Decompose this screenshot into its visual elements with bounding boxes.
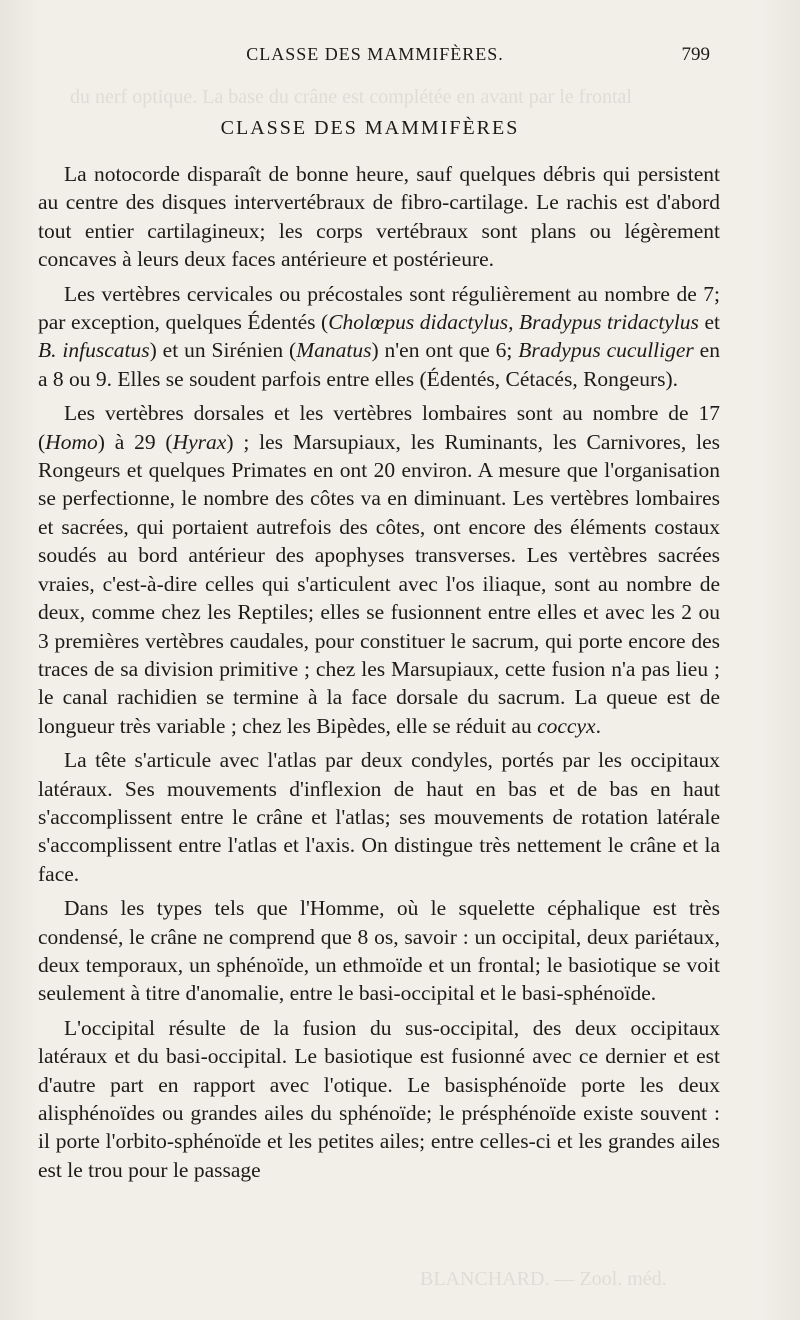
paragraph-2: Les vertèbres cervicales ou précostales sont régulièrement au nombre de 7; par exception, quelques Édentés (Cholœpus didactylus, Bradypus tridactylus et B. infuscatus) et un Sirénien (Manatus) n'en ont que 6; Bradypus cuculliger en a 8 ou 9. Elles se soudent parfois entre elles (Édentés, Cétacés, Rongeurs). [38, 281, 720, 391]
show-through-text: BLANCHARD. — Zool. méd. [420, 1268, 667, 1290]
paragraph-6: L'occipital résulte de la fusion du sus-occipital, des deux occipitaux latéraux et du basi-occipital. Le basiotique est fusionné avec ce dernier et est d'autre part en rapport avec l'otique. Le basisphénoïde porte les deux alisphénoïdes ou grandes ailes du sphénoïde; le présphénoïde existe souvent : il porte l'orbito-sphénoïde et les petites ailes; entre celles-ci et les grandes ailes est le trou pour le passage [38, 1015, 720, 1182]
section-title: CLASSE DES MAMMIFÈRES [220, 117, 520, 139]
paragraph-4: La tête s'articule avec l'atlas par deux condyles, portés par les occipitaux latéraux. Ses mouvements d'inflexion de haut en bas et de bas en haut s'accomplissent entre le crâne et l'atlas; ses mouvements de rotation latérale s'accomplissent entre l'atlas et l'axis. On distingue très nettement le crâne et la face. [38, 748, 720, 886]
running-title: CLASSE DES MAMMIFÈRES. [246, 44, 504, 64]
show-through-text: du nerf optique. La base du crâne est complétée en avant par le frontal [70, 86, 632, 108]
running-head [40, 44, 710, 74]
paragraph-5: Dans les types tels que l'Homme, où le squelette céphalique est très condensé, le crâne ne comprend que 8 os, savoir : un occipital, deux pariétaux, deux temporaux, un sphénoïde, un ethmoïde et un frontal; le basiotique se voit seulement à titre d'anomalie, entre le basi-occipital et le basi-sphénoïde. [38, 896, 720, 1006]
body-text [38, 160, 720, 1184]
page-number: 799 [681, 44, 710, 65]
paragraph-3: Les vertèbres dorsales et les vertèbres lombaires sont au nombre de 17 (Homo) à 29 (Hyrax) ; les Marsupiaux, les Ruminants, les Carnivores, les Rongeurs et quelques Primates en ont 20 environ. A mesure que l'organisation se perfectionne, le nombre des côtes va en diminuant. Les vertèbres lombaires et sacrées, qui portaient autrefois des côtes, ont encore des éléments costaux soudés au bord antérieur des apophyses transverses. Les vertèbres sacrées vraies, c'est-à-dire celles qui s'articulent avec l'os iliaque, sont au nombre de deux, comme chez les Reptiles; elles se fusionnent entre elles et avec les 2 ou 3 premières vertèbres caudales, pour constituer le sacrum, qui porte encore des traces de sa division primitive ; chez les Marsupiaux, cette fusion n'a pas lieu ; le canal rachidien se termine à la face dorsale du sacrum. La queue est de longueur très variable ; chez les Bipèdes, elle se réduit au coccyx. [38, 401, 720, 738]
paragraph-1: La notocorde disparaît de bonne heure, sauf quelques débris qui persistent au centre des disques intervertébraux de fibro-cartilage. Le rachis est d'abord tout entier cartilagineux; les corps vertébraux sont plans ou légèrement concaves à leurs deux faces antérieure et postérieure. [38, 162, 720, 272]
